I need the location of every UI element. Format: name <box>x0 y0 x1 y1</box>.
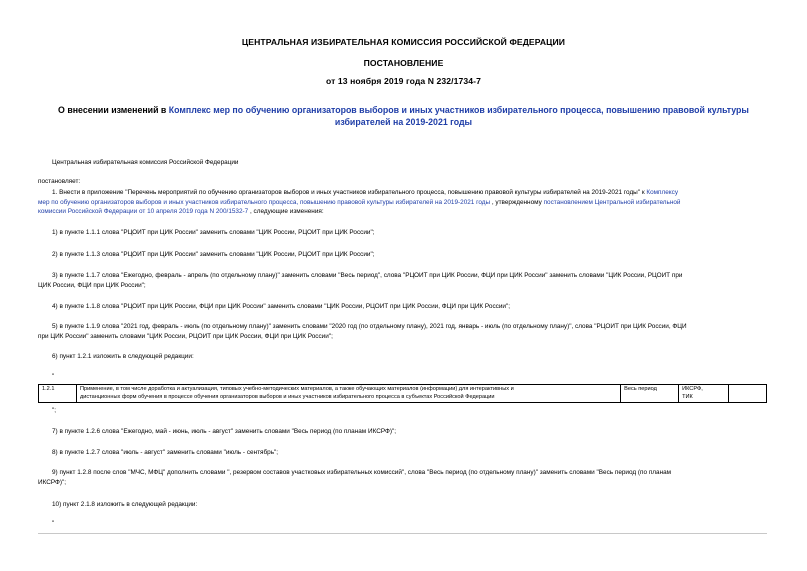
description-line-1: Применение, в том числе доработка и актуализация, типовых учебно-методических материалов, а также обучающих материалов (информации) для интерактивных и <box>79 386 514 392</box>
quote-close-1: "; <box>52 407 57 414</box>
subitem-2: 2) в пункте 1.1.3 слова "РЦОИТ при ЦИК России" заменить словами "ЦИК России, РЦОИТ при ЦИК России"; <box>52 251 375 258</box>
subitem-10: 10) пункт 2.1.8 изложить в следующей редакции: <box>52 501 198 508</box>
commission-header: ЦЕНТРАЛЬНАЯ ИЗБИРАТЕЛЬНАЯ КОМИССИЯ РОССИЙСКОЙ ФЕДЕРАЦИИ <box>241 37 566 47</box>
document-type: ПОСТАНОВЛЕНИЕ <box>363 58 444 68</box>
subitem-8: 8) в пункте 1.2.7 слова "июль - август" заменить словами "июль - сентябрь"; <box>52 449 279 456</box>
subitem-3-line-2: ЦИК России, ФЦИ при ЦИК России"; <box>38 281 146 289</box>
cell-executors <box>679 385 729 403</box>
subitem-6: 6) пункт 1.2.1 изложить в следующей редакции: <box>52 353 194 360</box>
item-1-text-b: , утвержденному <box>490 198 544 206</box>
item-1-paragraph <box>38 188 767 217</box>
subitem-3-line-1: 3) в пункте 1.1.7 слова "Ежегодно, февраль - апрель (по отдельному плану)" заменить словами "Весь период", слова "РЦОИТ при ЦИК России, ФЦИ при ЦИК России" заменить словами "ЦИК России, РЦОИТ при <box>52 272 683 279</box>
subitem-5-line-1: 5) в пункте 1.1.9 слова "2021 год, февраль - июль (по отдельному плану)" заменить словами "2020 год (по отдельному плану), 2021 год, январь - июль (по отдельному плану)", слова "РЦОИТ при ЦИК России, ФЦИ <box>52 323 687 330</box>
subitem-9-line-2: ИКСРФ)"; <box>38 478 67 486</box>
subitem-3 <box>38 271 767 290</box>
quote-open-2: " <box>52 520 55 527</box>
cell-empty <box>729 385 767 403</box>
commission-line: Центральная избирательная комиссия Российской Федерации <box>52 159 239 166</box>
description-line-2: дистанционных форм обучения в процессе обучения организаторов выборов и иных участников избирательного процесса в субъектах Российской Федерации <box>79 393 495 400</box>
quote-open-1: " <box>52 373 55 380</box>
subitem-4: 4) в пункте 1.1.8 слова "РЦОИТ при ЦИК России, ФЦИ при ЦИК России" заменить словами "ЦИК России, РЦОИТ при ЦИК России, ФЦИ при ЦИК России"; <box>52 303 511 310</box>
document-date-number: от 13 ноября 2019 года N 232/1734-7 <box>325 76 482 86</box>
cell-period: Весь период <box>621 385 679 403</box>
subitem-7: 7) в пункте 1.2.6 слова "Ежегодно, май - июнь, июль - август" заменить словами "Весь период (по планам ИКСРФ)"; <box>52 428 397 435</box>
item-1-line-3 <box>38 207 767 217</box>
subitem-5 <box>38 322 767 341</box>
item-1-line-1 <box>38 188 767 198</box>
bottom-divider <box>38 533 767 534</box>
replacement-table <box>38 384 767 403</box>
item-1-line-2 <box>38 198 767 208</box>
executor-line-1: ИКСРФ, <box>682 386 703 392</box>
subitem-1: 1) в пункте 1.1.1 слова "РЦОИТ при ЦИК России" заменить словами "ЦИК России, РЦОИТ при ЦИК России"; <box>52 229 375 236</box>
cell-description <box>76 385 620 403</box>
cell-item-number: 1.2.1 <box>39 385 77 403</box>
table-row <box>39 385 767 403</box>
resolution-link-part-2[interactable]: комиссии Российской Федерации от 10 апреля 2019 года N 200/1532-7 <box>38 208 249 215</box>
subitem-9-line-1: 9) пункт 1.2.8 после слов "МЧС, МФЦ" дополнить словами ", резервом составов участковых избирательных комиссий", слова "Весь период (по отдельному плану)" заменить словами "Весь период (по планам <box>52 469 672 476</box>
subitem-9 <box>38 468 767 487</box>
item-1-text-c: , следующие изменения: <box>250 208 324 215</box>
complex-link-part-1[interactable]: Комплексу <box>646 189 679 196</box>
executor-line-2: ТИК <box>682 393 693 400</box>
item-1-text-a: 1. Внести в приложение "Перечень мероприятий по обучению организаторов выборов и иных участников избирательного процесса, повышению правовой культуры избирателей на 2019-2021 годы" к <box>52 189 647 196</box>
decided-line: постановляет: <box>38 178 81 185</box>
complex-link-part-2[interactable]: мер по обучению организаторов выборов и иных участников избирательного процесса, повышению правовой культуры избирателей на 2019-2021 годы <box>38 198 491 206</box>
document-title <box>40 104 767 128</box>
resolution-link-part-1[interactable]: постановлением Центральной избирательной <box>543 198 681 206</box>
subitem-5-line-2: при ЦИК России" заменить словами "ЦИК России, РЦОИТ при ЦИК России, ФЦИ при ЦИК России"; <box>38 332 333 340</box>
title-link[interactable]: Комплекс мер по обучению организаторов выборов и иных участников избирательного процесса, повышению правовой культуры избирателей на 2019-2021 годы <box>168 105 749 127</box>
title-prefix: О внесении изменений в <box>58 105 169 115</box>
